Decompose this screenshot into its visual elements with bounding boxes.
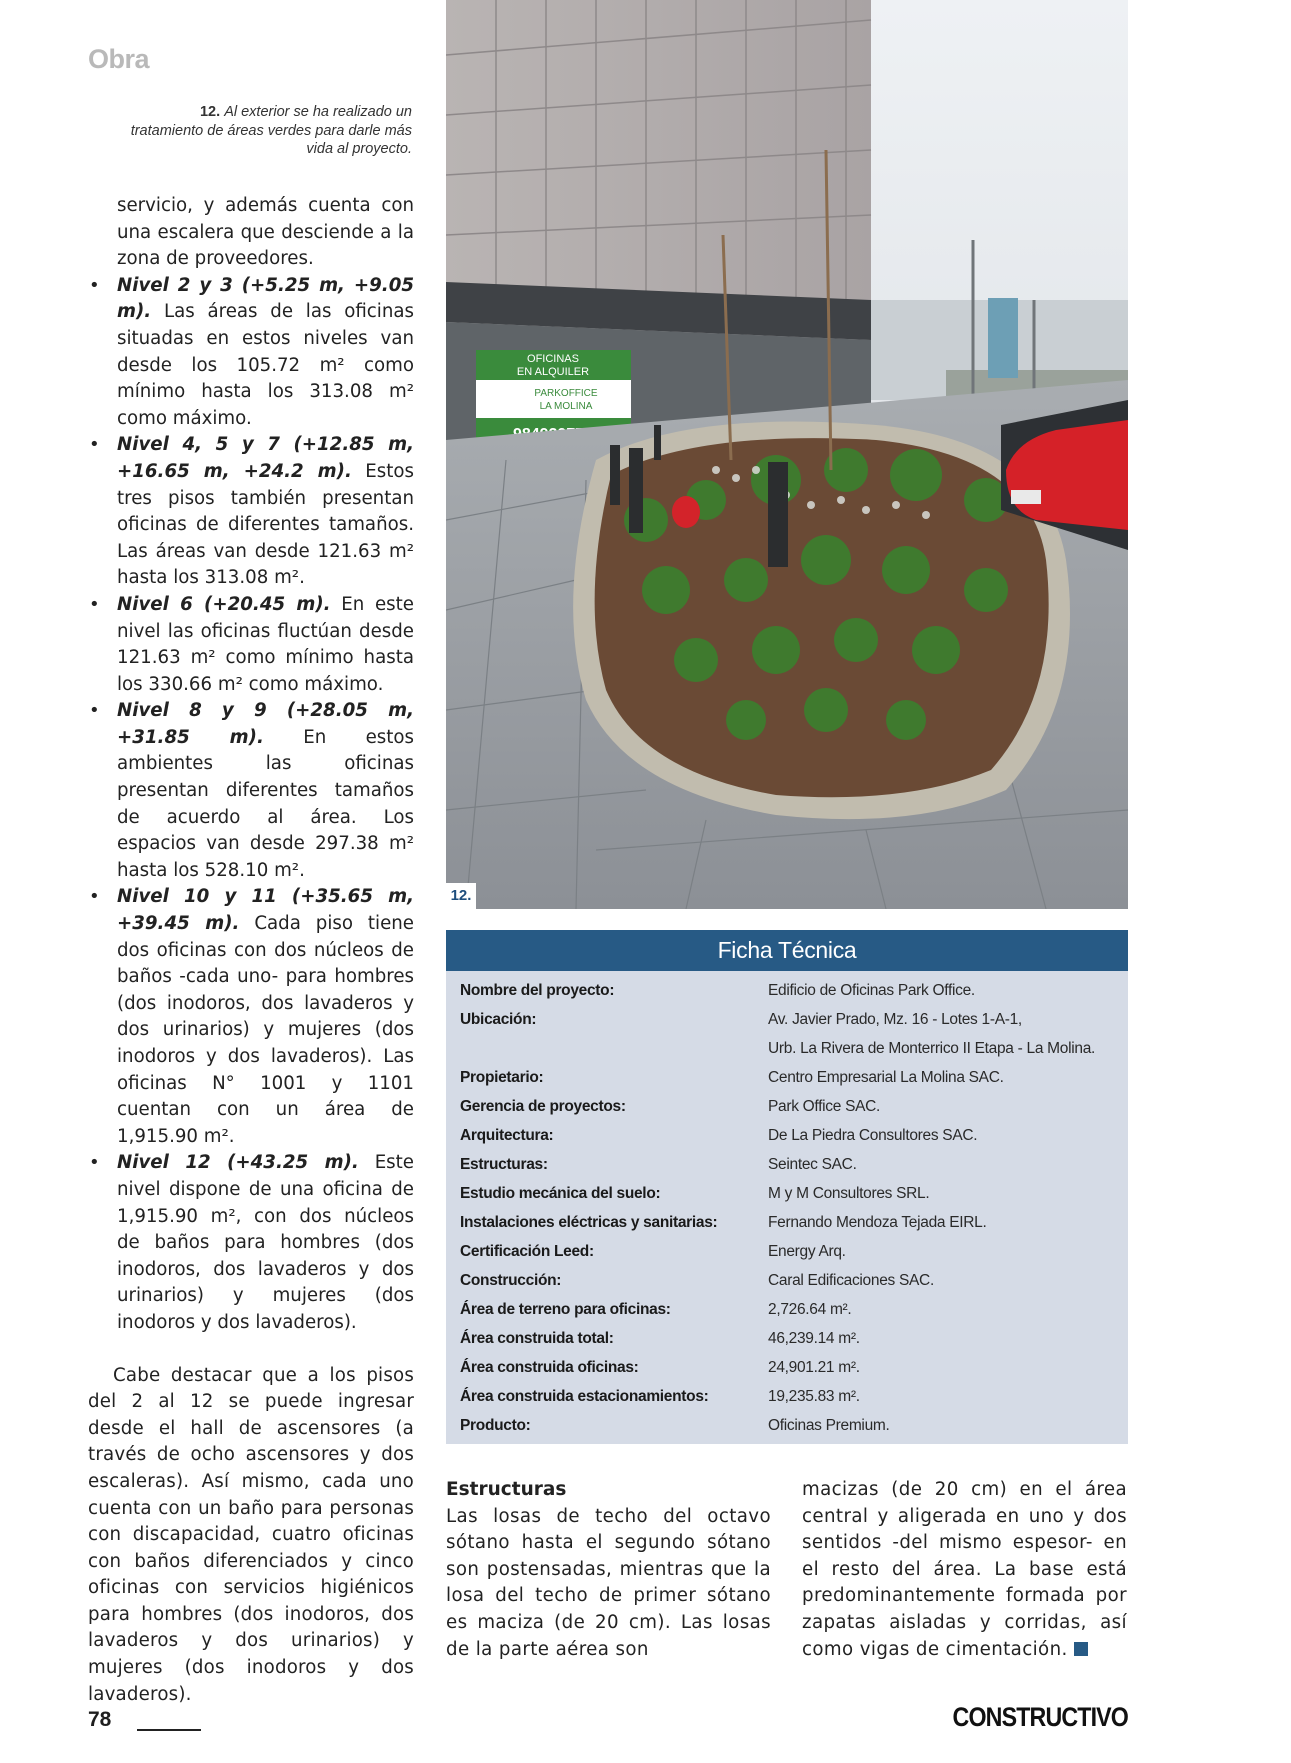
ficha-value: De La Piedra Consultores SAC. xyxy=(768,1126,978,1144)
ficha-label: Arquitectura: xyxy=(460,1126,554,1144)
ficha-label: Ubicación: xyxy=(460,1010,537,1028)
ficha-row xyxy=(446,1092,1128,1121)
photo-caption xyxy=(130,103,412,159)
photo-illustration xyxy=(446,0,1128,909)
bullet-icon: • xyxy=(89,274,100,296)
level-text: En este nivel las oficinas fluctúan desde 121.63 m² como mínimo hasta los 330.66 m² como máximo. xyxy=(117,593,414,695)
ficha-row xyxy=(446,1382,1128,1411)
closing-paragraph: Cabe destacar que a los pisos del 2 al 12 se puede ingresar desde el hall de ascensores (a través de ocho ascensores y dos escaleras). Así mismo, cada uno cuenta con un baño para personas con discapacidad, cuatro oficinas con baños diferenciados y cinco oficinas con servicios higiénicos para hombres (dos inodoros, dos lavaderos y dos urinarios) y mujeres (dos inodoros y dos lavaderos). xyxy=(88,1364,414,1705)
ficha-tecnica-table xyxy=(446,930,1128,1444)
magazine-name: CONSTRUCTIVO xyxy=(952,1702,1128,1732)
ficha-value: Park Office SAC. xyxy=(768,1097,881,1115)
ficha-value: Oficinas Premium. xyxy=(768,1416,890,1434)
ficha-value: Edificio de Oficinas Park Office. xyxy=(768,981,975,999)
intro-paragraph: servicio, y además cuenta con una escalera que desciende a la zona de proveedores. xyxy=(117,195,414,270)
caption-text: Al exterior se ha realizado un tratamiento de áreas verdes para darle más vida al proyecto. xyxy=(130,104,412,157)
banner-line1: OFICINAS xyxy=(527,353,579,365)
level-title: Nivel 12 (+43.25 m). xyxy=(117,1152,359,1174)
ficha-value: Seintec SAC. xyxy=(768,1155,857,1173)
photo-label: 12. xyxy=(446,883,476,909)
ficha-label: Producto: xyxy=(460,1416,531,1434)
level-item xyxy=(88,273,414,433)
ficha-row xyxy=(446,1063,1128,1092)
estructuras-heading: Estructuras xyxy=(446,1479,567,1500)
estructuras-column-left xyxy=(446,1477,771,1663)
level-text: Cada piso tiene dos oficinas con dos núcleos de baños -cada uno- para hombres (dos inodoros, dos lavaderos y dos urinarios) y mujeres (dos inodoros y dos lavaderos). Las oficinas N° 1001 y 1101 cuentan con un área de 1,915.90 m². xyxy=(117,913,415,1147)
left-column xyxy=(88,193,414,1708)
ficha-value: 19,235.83 m². xyxy=(768,1387,860,1405)
ficha-label: Instalaciones eléctricas y sanitarias: xyxy=(460,1213,718,1231)
level-item xyxy=(88,592,414,698)
ficha-value: Av. Javier Prado, Mz. 16 - Lotes 1-A-1, xyxy=(768,1010,1022,1028)
bullet-icon: • xyxy=(89,434,100,456)
ficha-label: Área construida estacionamientos: xyxy=(460,1387,709,1405)
ficha-value: Centro Empresarial La Molina SAC. xyxy=(768,1068,1004,1086)
level-item xyxy=(88,1150,414,1336)
bullet-icon: • xyxy=(89,886,100,908)
ficha-value: 46,239.14 m². xyxy=(768,1329,860,1347)
level-title: Nivel 4, 5 y 7 (+12.85 m, +16.65 m, +24.2 m). xyxy=(117,434,414,482)
ficha-row xyxy=(446,1179,1128,1208)
level-text: Estos tres pisos también presentan oficinas de diferentes tamaños. Las áreas van desde 121.63 m² hasta los 313.08 m². xyxy=(117,460,414,589)
ficha-row xyxy=(446,1005,1128,1034)
level-item xyxy=(88,698,414,884)
ficha-row xyxy=(446,1353,1128,1382)
level-text: En estos ambientes las oficinas presentan diferentes tamaños de acuerdo al área. Los espacios van desde 297.38 m² hasta los 528.10 m². xyxy=(117,726,414,881)
ficha-label: Área construida total: xyxy=(460,1329,614,1347)
bullet-icon: • xyxy=(89,700,100,722)
ficha-row xyxy=(446,1121,1128,1150)
bullet-icon: • xyxy=(89,1152,100,1174)
ficha-value: 24,901.21 m². xyxy=(768,1358,860,1376)
ficha-value: Caral Edificaciones SAC. xyxy=(768,1271,934,1289)
banner-line2: EN ALQUILER xyxy=(516,366,590,378)
banner-brand1: PARKOFFICE xyxy=(534,388,598,399)
ficha-label: Nombre del proyecto: xyxy=(460,981,615,999)
ficha-row xyxy=(446,1034,1128,1063)
level-list xyxy=(88,273,414,1337)
level-title: Nivel 10 y 11 (+35.65 m, +39.45 m). xyxy=(117,886,414,935)
ficha-value: Fernando Mendoza Tejada EIRL. xyxy=(768,1213,987,1231)
estructuras-text-right: macizas (de 20 cm) en el área central y aligerada en uno y dos sentidos -del mismo espesor- en el resto del área. La base está predominantemente formada por zapatas aisladas y corridas, así como vigas de cimentación. xyxy=(802,1479,1127,1660)
ficha-row xyxy=(446,1266,1128,1295)
ficha-row xyxy=(446,1295,1128,1324)
caption-number: 12. xyxy=(199,104,221,120)
ficha-label: Área de terreno para oficinas: xyxy=(460,1300,671,1318)
level-text: Este nivel dispone de una oficina de 1,915.90 m², con dos núcleos de baños para hombres (dos inodoros, dos lavaderos y dos urinarios) y mujeres (dos inodoros y dos lavaderos). xyxy=(117,1152,414,1333)
level-text: Las áreas de las oficinas situadas en estos niveles van desde los 105.72 m² como mínimo hasta los 313.08 m² como máximo. xyxy=(117,301,414,429)
ficha-value: Urb. La Rivera de Monterrico II Etapa - La Molina. xyxy=(768,1039,1096,1057)
level-title: Nivel 8 y 9 (+28.05 m, +31.85 m). xyxy=(117,700,414,748)
ficha-row xyxy=(446,1150,1128,1179)
ficha-row xyxy=(446,1411,1128,1440)
ficha-label: Certificación Leed: xyxy=(460,1242,594,1260)
ficha-rows xyxy=(446,971,1128,1440)
level-item xyxy=(88,884,414,1150)
building-photo xyxy=(446,0,1128,909)
ficha-value: Energy Arq. xyxy=(768,1242,846,1260)
ficha-row xyxy=(446,1324,1128,1353)
ficha-label: Propietario: xyxy=(460,1068,544,1086)
ficha-label: Gerencia de proyectos: xyxy=(460,1097,626,1115)
ficha-row xyxy=(446,976,1128,1005)
ficha-label: Construcción: xyxy=(460,1271,562,1289)
banner-brand2: LA MOLINA xyxy=(539,401,593,412)
section-label: Obra xyxy=(88,44,150,74)
ficha-label: Estudio mecánica del suelo: xyxy=(460,1184,661,1202)
ficha-title: Ficha Técnica xyxy=(446,930,1128,971)
estructuras-text-left: Las losas de techo del octavo sótano hasta el segundo sótano son postensadas, mientras que la losa del techo de primer sótano es maciza (de 20 cm). Las losas de la parte aérea son xyxy=(446,1505,771,1660)
level-title: Nivel 6 (+20.45 m). xyxy=(117,593,331,615)
ficha-label: Estructuras: xyxy=(460,1155,548,1173)
page-number: 78 xyxy=(88,1708,112,1731)
square-end-mark-icon xyxy=(1074,1642,1088,1656)
ficha-value: M y M Consultores SRL. xyxy=(768,1184,930,1202)
bullet-icon: • xyxy=(89,593,100,615)
ficha-value: 2,726.64 m². xyxy=(768,1300,852,1318)
level-item xyxy=(88,432,414,592)
ficha-row xyxy=(446,1237,1128,1266)
footer-rule xyxy=(137,1729,201,1731)
ficha-row xyxy=(446,1208,1128,1237)
level-title: Nivel 2 y 3 (+5.25 m, +9.05 m). xyxy=(117,274,414,323)
ficha-label: Área construida oficinas: xyxy=(460,1358,639,1376)
estructuras-column-right xyxy=(802,1477,1127,1663)
